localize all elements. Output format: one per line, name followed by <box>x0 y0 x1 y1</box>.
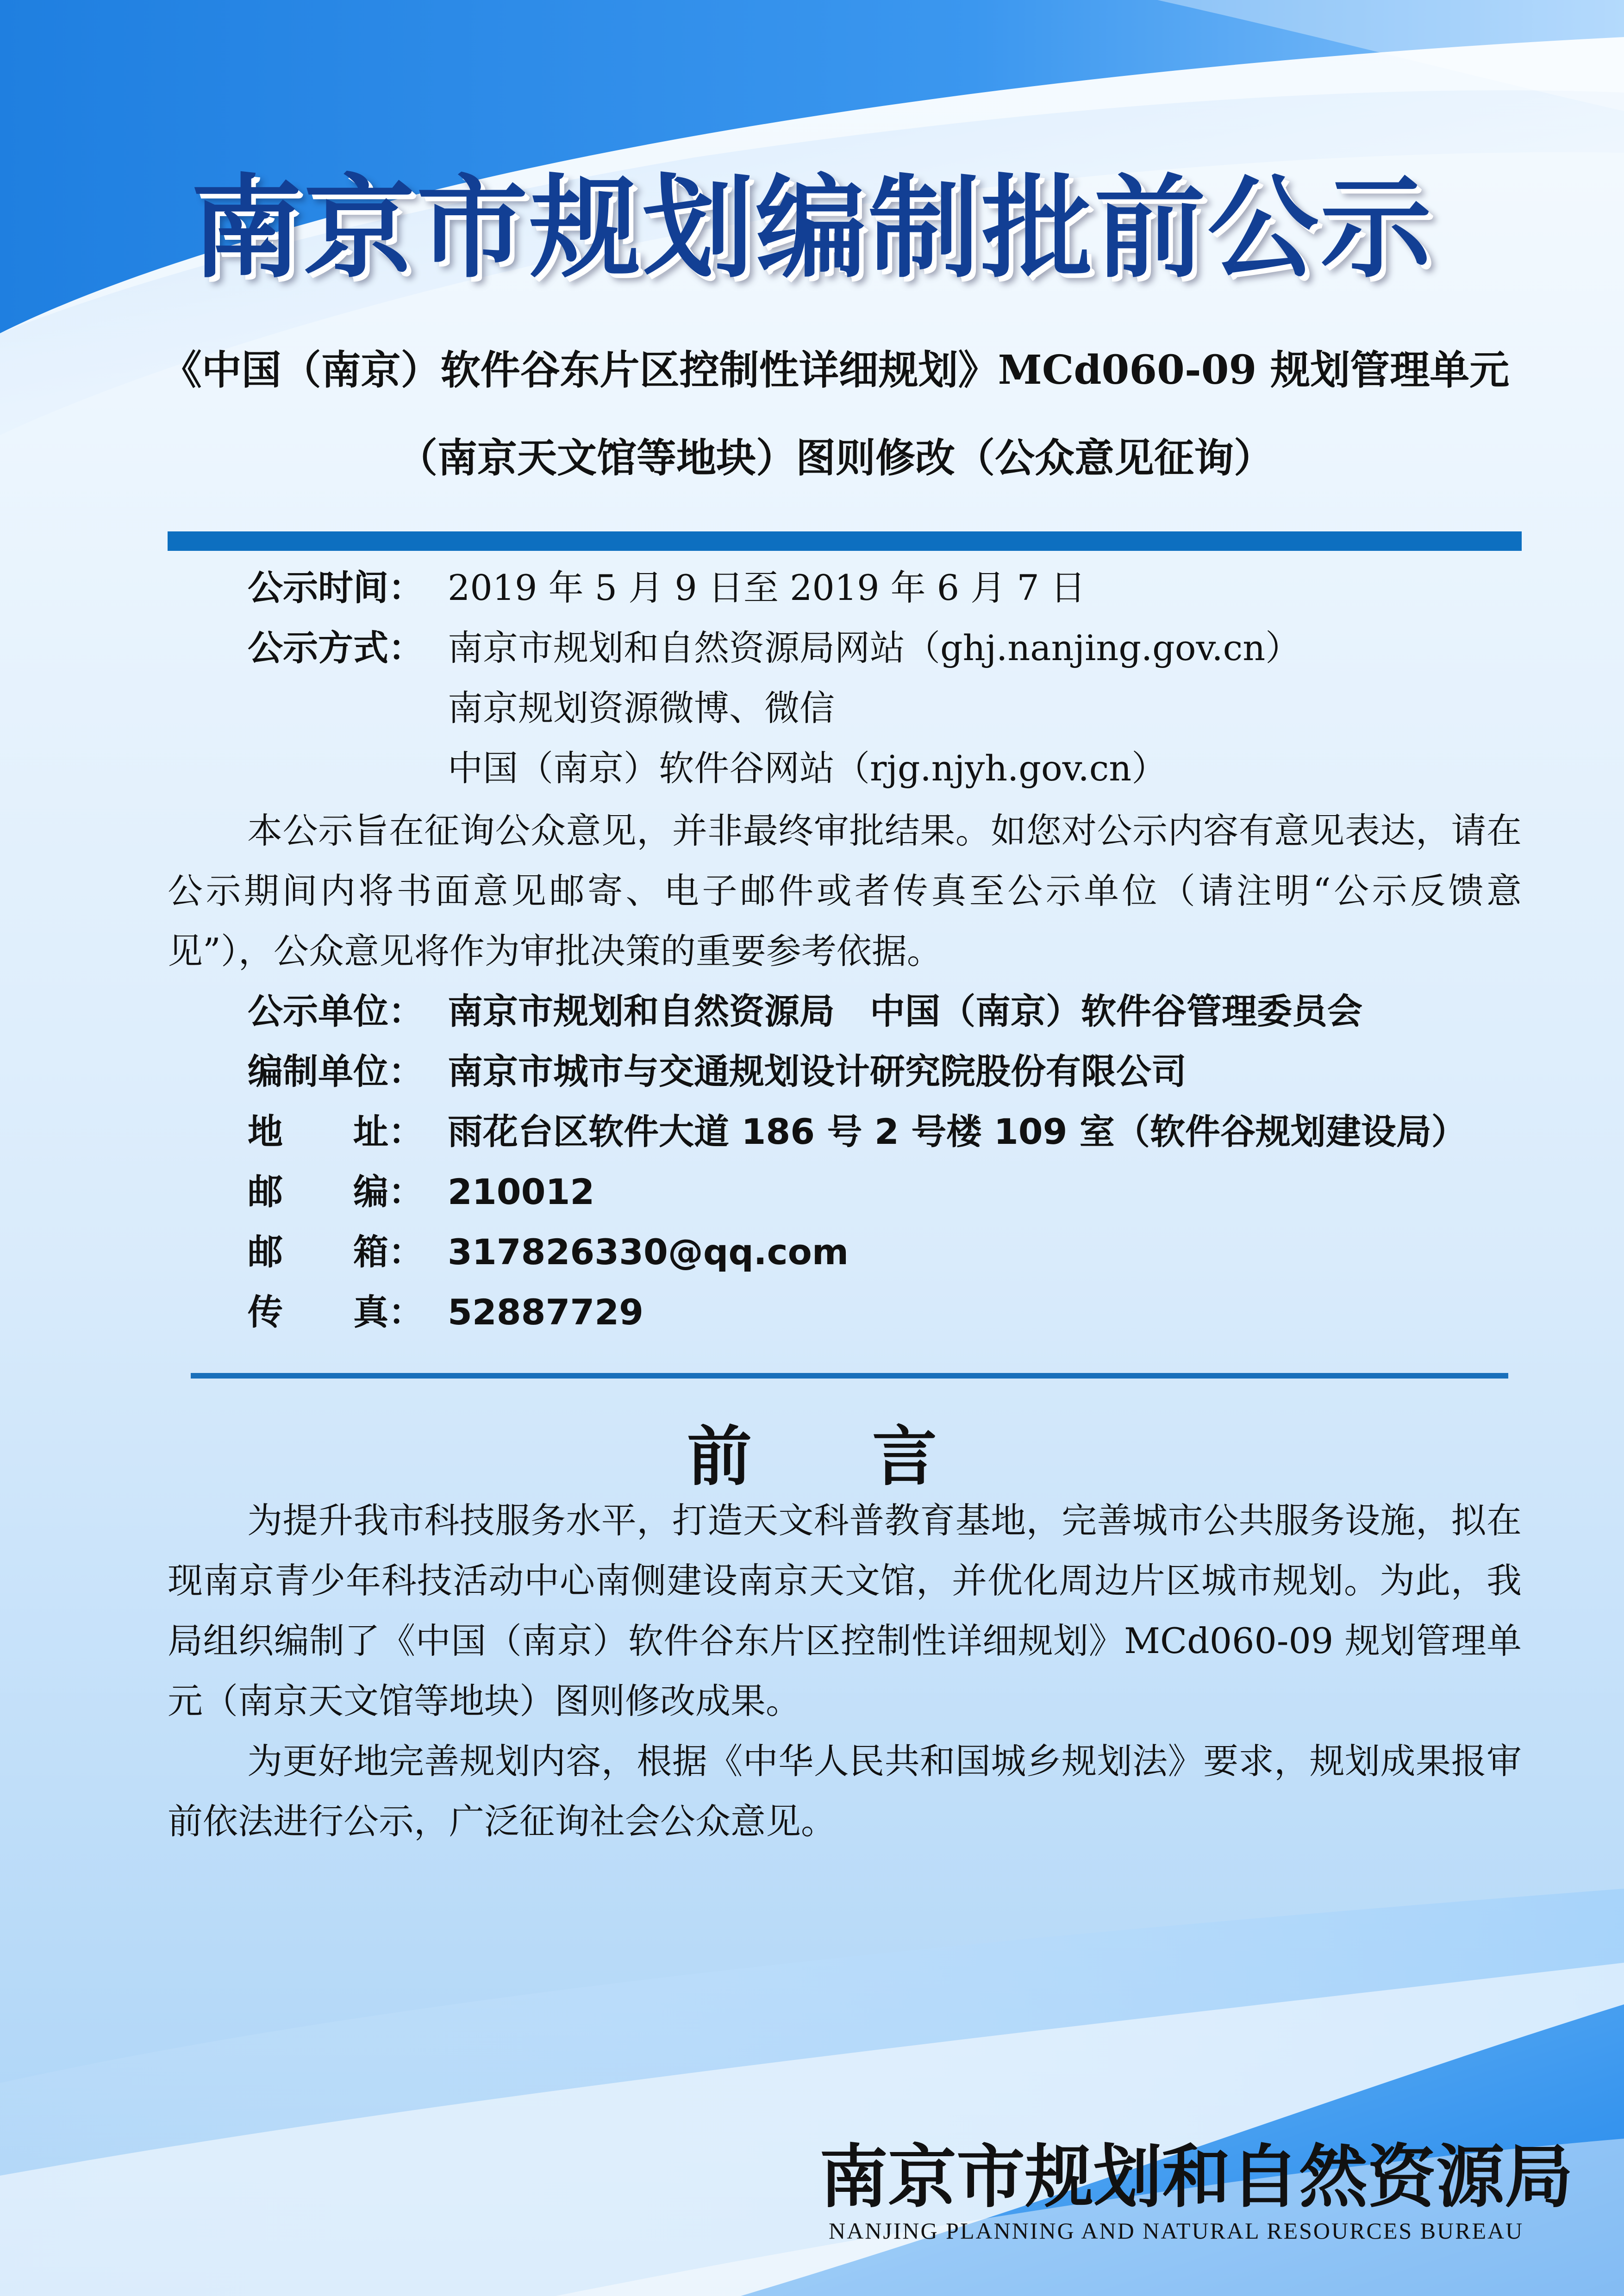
notice-fax-value: 52887729 <box>448 1292 644 1333</box>
notice-email-value: 317826330@qq.com <box>448 1231 849 1273</box>
notice-time-value: 2019 年 5 月 9 日至 2019 年 6 月 7 日 <box>448 567 1086 608</box>
main-title: 南京市规划编制批前公示 <box>190 163 1433 293</box>
notice-email-label: 邮 箱： <box>248 1231 424 1273</box>
notice-time-label: 公示时间： <box>248 567 424 608</box>
notice-compiler-label: 编制单位： <box>248 1051 424 1092</box>
plan-subtitle-line1: 《中国（南京）软件谷东片区控制性详细规划》MCd060-09 规划管理单元 <box>162 347 1510 393</box>
notice-compiler-row <box>248 1048 1187 1095</box>
notice-address-value: 雨花台区软件大道 186 号 2 号楼 109 室（软件谷规划建设局） <box>448 1111 1467 1152</box>
notice-method-value-2: 南京规划资源微博、微信 <box>448 687 835 729</box>
preface-paragraph-2: 为更好地完善规划内容，根据《中华人民共和国城乡规划法》要求，规划成果报审前依法进行公示，广泛征询社会公众意见。 <box>168 1741 1522 1842</box>
notice-email-row <box>248 1229 849 1275</box>
notice-address-row <box>248 1109 1467 1155</box>
notice-postcode-value: 210012 <box>448 1171 595 1212</box>
notice-unit-row <box>248 988 1362 1035</box>
middle-divider <box>191 1373 1508 1379</box>
notice-fax-row <box>248 1289 643 1335</box>
notice-time-row <box>248 565 1086 611</box>
notice-postcode-row <box>248 1169 594 1215</box>
notice-method-value-3: 中国（南京）软件谷网站（rjg.njyh.gov.cn） <box>448 748 1167 789</box>
notice-method-value-1: 南京市规划和自然资源局网站（ghj.nanjing.gov.cn） <box>448 627 1301 668</box>
bureau-name-chinese: 南京市规划和自然资源局 <box>819 2136 1573 2217</box>
notice-compiler-value: 南京市城市与交通规划设计研究院股份有限公司 <box>448 1051 1187 1092</box>
preface-title: 前言 <box>687 1419 1057 1495</box>
top-divider <box>168 531 1522 551</box>
notice-postcode-label: 邮 编： <box>248 1171 424 1212</box>
preface-paragraph-1: 为提升我市科技服务水平，打造天文科普教育基地，完善城市公共服务设施，拟在现南京青少年科技活动中心南侧建设南京天文馆，并优化周边片区城市规划。为此，我局组织编制了《中国（南京）软件谷东片区控制性详细规划》MCd060-09 规划管理单元（南京天文馆等地块）图则修改成果。 <box>168 1500 1522 1722</box>
notice-fax-label: 传 真： <box>248 1292 424 1333</box>
notice-unit-label: 公示单位： <box>248 991 424 1032</box>
plan-subtitle-line2: （南京天文馆等地块）图则修改（公众意见征询） <box>398 435 1274 481</box>
notice-intro-paragraph: 本公示旨在征询公众意见，并非最终审批结果。如您对公示内容有意见表达，请在公示期间内将书面意见邮寄、电子邮件或者传真至公示单位（请注明“公示反馈意见”），公众意见将作为审批决策的重要参考依据。 <box>168 810 1522 972</box>
notice-method-label: 公示方式： <box>248 627 424 668</box>
notice-unit-value: 南京市规划和自然资源局 中国（南京）软件谷管理委员会 <box>448 991 1362 1032</box>
notice-address-label: 地 址： <box>248 1111 424 1152</box>
bureau-name-english: NANJING PLANNING AND NATURAL RESOURCES BUREAU <box>829 2218 1524 2244</box>
notice-method-row <box>248 625 1300 671</box>
